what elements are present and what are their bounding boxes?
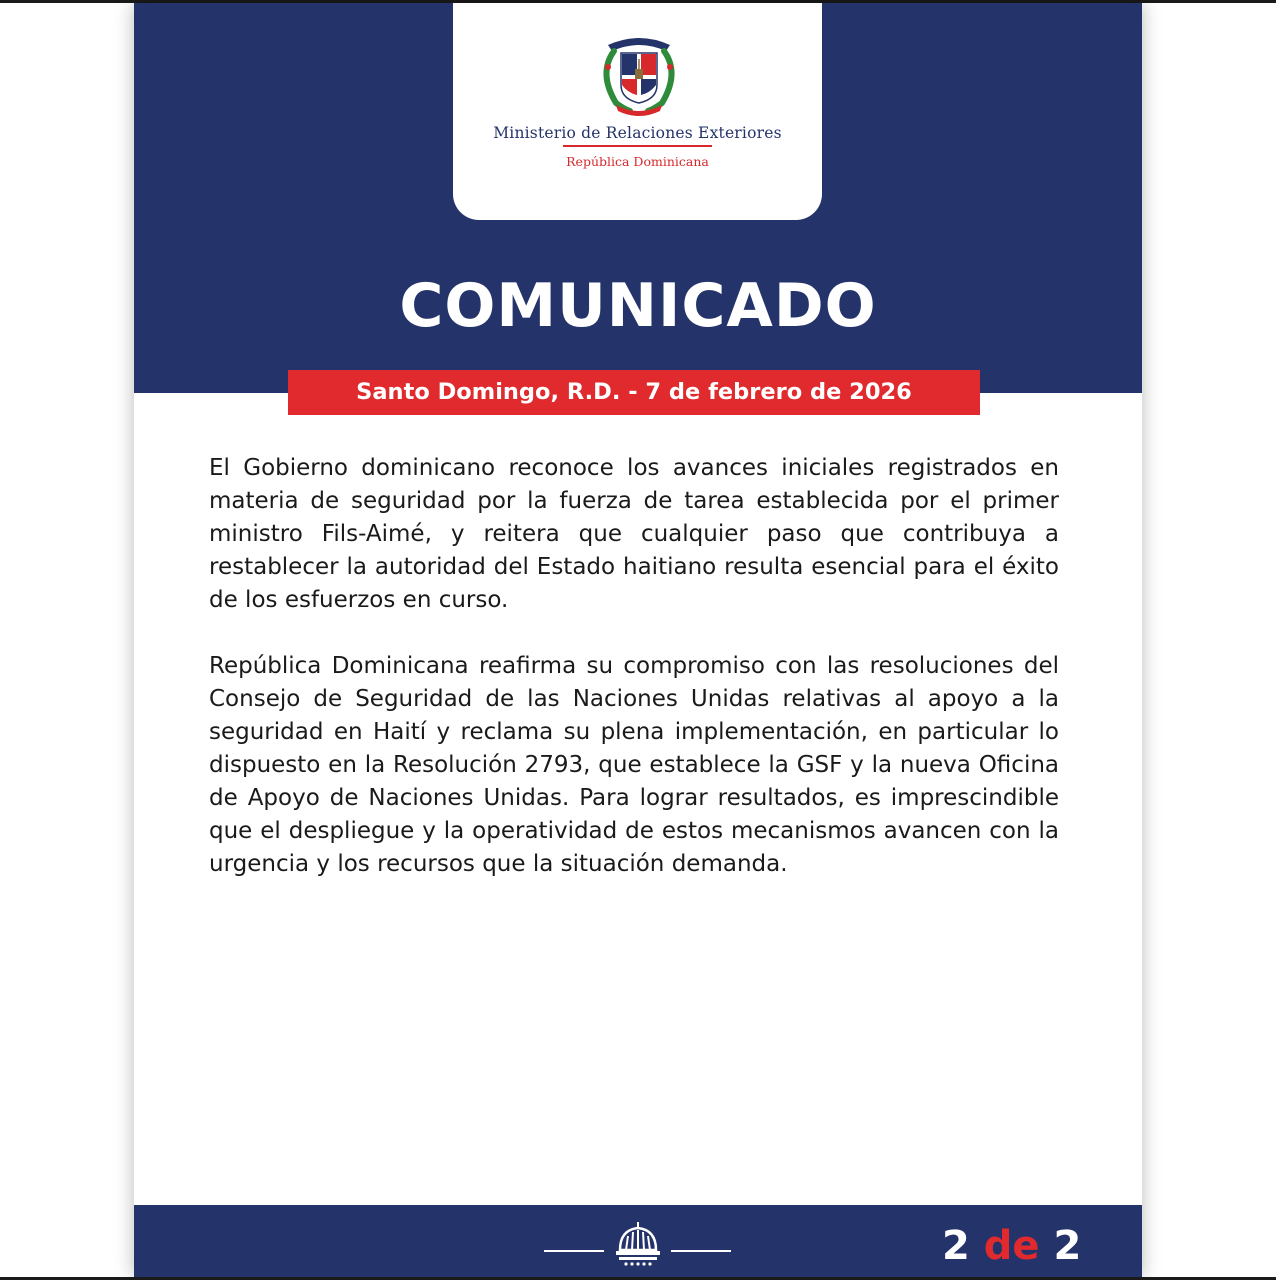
- page-of: de: [983, 1223, 1040, 1269]
- body-paragraph: República Dominicana reafirma su compromiso con las resoluciones del Consejo de Seguridad de las Naciones Unidas relativas al apoyo a la seguridad en Haití y reclama su plena implementación, en particular lo dispuesto en la Resolución 2793, que establece la GSF y la nueva Oficina de Apoyo de Naciones Unidas. Para lograr resultados, es imprescindible que el despliegue y la operatividad de estos mecanismos avancen con la urgencia y los recursos que la situación demanda.: [209, 653, 1059, 877]
- ministry-logo: [453, 3, 822, 220]
- body-paragraph: El Gobierno dominicano reconoce los avances iniciales registrados en materia de seguridad por la fuerza de tarea establecida por el primer ministro Fils-Aimé, y reitera que cualquier paso que contribuya a restablecer la autoridad del Estado haitiano resulta esencial para el éxito de los esfuerzos en curso.: [209, 455, 1059, 613]
- dominican-coat-of-arms-icon: [594, 29, 684, 117]
- page-title: COMUNICADO: [399, 271, 877, 341]
- footer-rule-right: [671, 1250, 731, 1252]
- dateline-bar: Santo Domingo, R.D. - 7 de febrero de 2026: [288, 370, 980, 415]
- page-total: 2: [1053, 1223, 1082, 1269]
- logo-divider: [563, 145, 712, 147]
- footer-rule-left: [544, 1250, 604, 1252]
- communique-card: [134, 3, 1142, 1277]
- communique-body: [209, 452, 1059, 914]
- page-counter: [942, 1223, 1081, 1269]
- national-palace-dome-icon: [612, 1220, 664, 1268]
- country-name: República Dominicana: [566, 154, 709, 169]
- page-current: 2: [942, 1223, 970, 1269]
- footer-band: [134, 1205, 1142, 1277]
- ministry-name: Ministerio de Relaciones Exteriores: [493, 124, 782, 142]
